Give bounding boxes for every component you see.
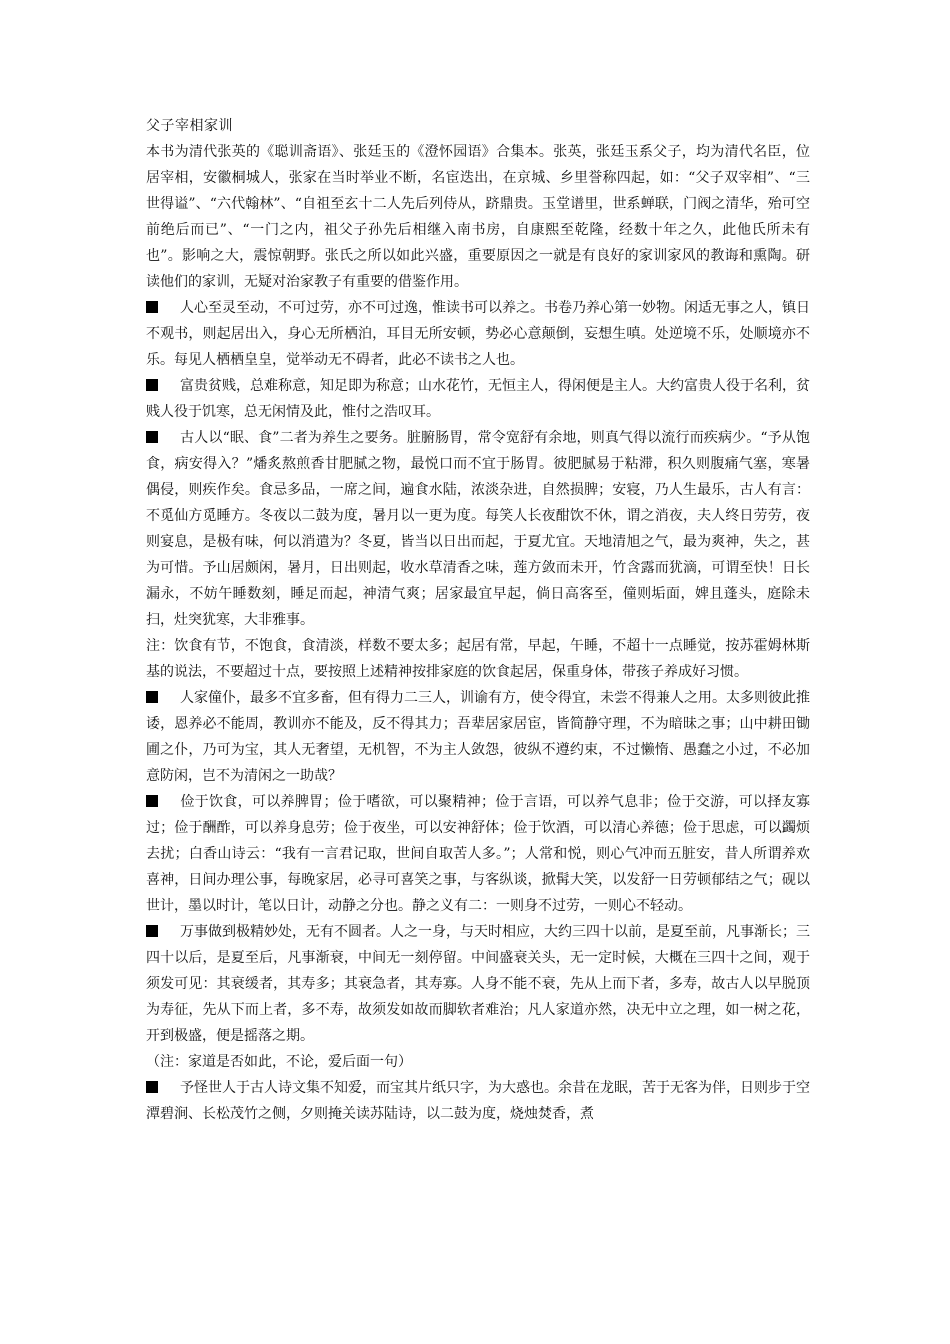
section-paragraph bbox=[146, 685, 810, 789]
square-bullet-icon bbox=[146, 431, 158, 443]
section-paragraph bbox=[146, 295, 810, 373]
square-bullet-icon bbox=[146, 301, 158, 313]
section-paragraph bbox=[146, 373, 810, 425]
square-bullet-icon bbox=[146, 925, 158, 937]
square-bullet-icon bbox=[146, 691, 158, 703]
section-text: 予怪世人于古人诗文集不知爱，而宝其片纸只字，为大惑也。余昔在龙眠，苦于无客为伴，日则步于空潭碧涧、长松茂竹之侧，夕则掩关读苏陆诗，以二鼓为度，烧烛焚香，煮 bbox=[146, 1080, 810, 1122]
section-paragraph bbox=[146, 789, 810, 919]
square-bullet-icon bbox=[146, 379, 158, 391]
section-paragraph bbox=[146, 1075, 810, 1127]
section-text: 古人以“眠、食”二者为养生之要务。脏腑肠胃，常令宽舒有余地，则真气得以流行而疾病少。“予从饱食，病安得入？”燔炙熬煎香甘肥腻之物，最悦口而不宜于肠胃。彼肥腻易于粘滞，积久则腹痛气塞，寒暑偶侵，则疾作矣。食忌多品，一席之间，遍食水陆，浓淡杂进，自然损脾；安寝，乃人生最乐，古人有言：不觅仙方觅睡方。冬夜以二鼓为度，暑月以一更为度。每笑人长夜酣饮不休，谓之消夜，夫人终日劳劳，夜则宴息，是极有味，何以消遣为？冬夏，皆当以日出而起，于夏尤宜。天地清旭之气，最为爽神，失之，甚为可惜。予山居颇闲，暑月，日出则起，收水草清香之味，莲方敛而未开，竹含露而犹滴，可谓至快！日长漏永，不妨午睡数刻，睡足而起，神清气爽；居家最宜早起，倘日高客至，僮则垢面，婢且蓬头，庭除未扫，灶突犹寒，大非雅事。 bbox=[146, 430, 810, 628]
section-paragraph bbox=[146, 425, 810, 633]
section-text: 人家僮仆，最多不宜多畜，但有得力二三人，训谕有方，使令得宜，未尝不得兼人之用。太多则彼此推诿，恩养必不能周，教训亦不能及，反不得其力；吾辈居家居宦，皆简静守理，不为暗昧之事；山中耕田锄圃之仆，乃可为宝，其人无奢望，无机智，不为主人敛怨，彼纵不遵约束，不过懒惰、愚蠢之小过，不必加意防闲，岂不为清闲之一助哉？ bbox=[146, 690, 810, 784]
document-page bbox=[146, 113, 810, 1127]
section-text: 俭于饮食，可以养脾胃；俭于嗜欲，可以聚精神；俭于言语，可以养气息非；俭于交游，可以择友寡过；俭于酬酢，可以养身息劳；俭于夜坐，可以安神舒体；俭于饮酒，可以清心养德；俭于思虑，可以蠲烦去扰；白香山诗云：“我有一言君记取，世间自取苦人多。”；人常和悦，则心气冲而五脏安，昔人所谓养欢喜神，日间办理公事，每晚家居，必寻可喜笑之事，与客纵谈，掀髯大笑，以发舒一日劳顿郁结之气；砚以世计，墨以时计，笔以日计，动静之分也。静之义有二：一则身不过劳，一则心不轻动。 bbox=[146, 794, 810, 914]
section-text: 万事做到极精妙处，无有不圆者。人之一身，与天时相应，大约三四十以前，是夏至前，凡事渐长；三四十以后，是夏至后，凡事渐衰，中间无一刻停留。中间盛衰关头，无一定时候，大概在三四十之间，观于须发可见：其衰缓者，其寿多；其衰急者，其寿寡。人身不能不衰，先从上而下者，多寿，故古人以早脱顶为寿征，先从下而上者，多不寿，故须发如故而脚软者难治；凡人家道亦然，决无中立之理，如一树之花，开到极盛，便是摇落之期。 bbox=[146, 924, 810, 1044]
section-text: 富贵贫贱，总难称意，知足即为称意；山水花竹，无恒主人，得闲便是主人。大约富贵人役于名利，贫贱人役于饥寒，总无闲情及此，惟付之浩叹耳。 bbox=[146, 378, 810, 420]
document-title: 父子宰相家训 bbox=[146, 118, 233, 134]
note-paragraph: 注：饮食有节，不饱食，食清淡，样数不要太多；起居有常，早起，午睡，不超十一点睡觉，按苏霍姆林斯基的说法，不要超过十点，要按照上述精神按排家庭的饮食起居，保重身体，带孩子养成好习惯。 bbox=[146, 638, 810, 680]
section-text: 人心至灵至动，不可过劳，亦不可过逸，惟读书可以养之。书卷乃养心第一妙物。闲适无事之人，镇日不观书，则起居出入，身心无所栖泊，耳目无所安顿，势必心意颠倒，妄想生嗔。处逆境不乐，处顺境亦不乐。每见人栖栖皇皇，觉举动无不碍者，此必不读书之人也。 bbox=[146, 300, 810, 368]
section-paragraph bbox=[146, 919, 810, 1049]
intro-paragraph: 本书为清代张英的《聪训斋语》、张廷玉的《澄怀园语》合集本。张英，张廷玉系父子，均为清代名臣，位居宰相，安徽桐城人，张家在当时举业不断，名宦迭出，在京城、乡里誉称四起，如：“父子双宰相”、“三世得谥”、“六代翰林”、“自祖至玄十二人先后列侍从，跻鼎贵。玉堂谱里，世系蝉联，门阀之清华，殆可空前绝后而已”、“一门之内，祖父子孙先后相继入南书房，自康熙至乾隆，经数十年之久，此他氏所未有也”。影响之大，震惊朝野。张氏之所以如此兴盛，重要原因之一就是有良好的家训家风的教诲和熏陶。研读他们的家训，无疑对治家教子有重要的借鉴作用。 bbox=[146, 144, 810, 290]
square-bullet-icon bbox=[146, 795, 158, 807]
square-bullet-icon bbox=[146, 1081, 158, 1093]
note-paragraph: （注：家道是否如此，不论，爱后面一句） bbox=[146, 1054, 412, 1070]
